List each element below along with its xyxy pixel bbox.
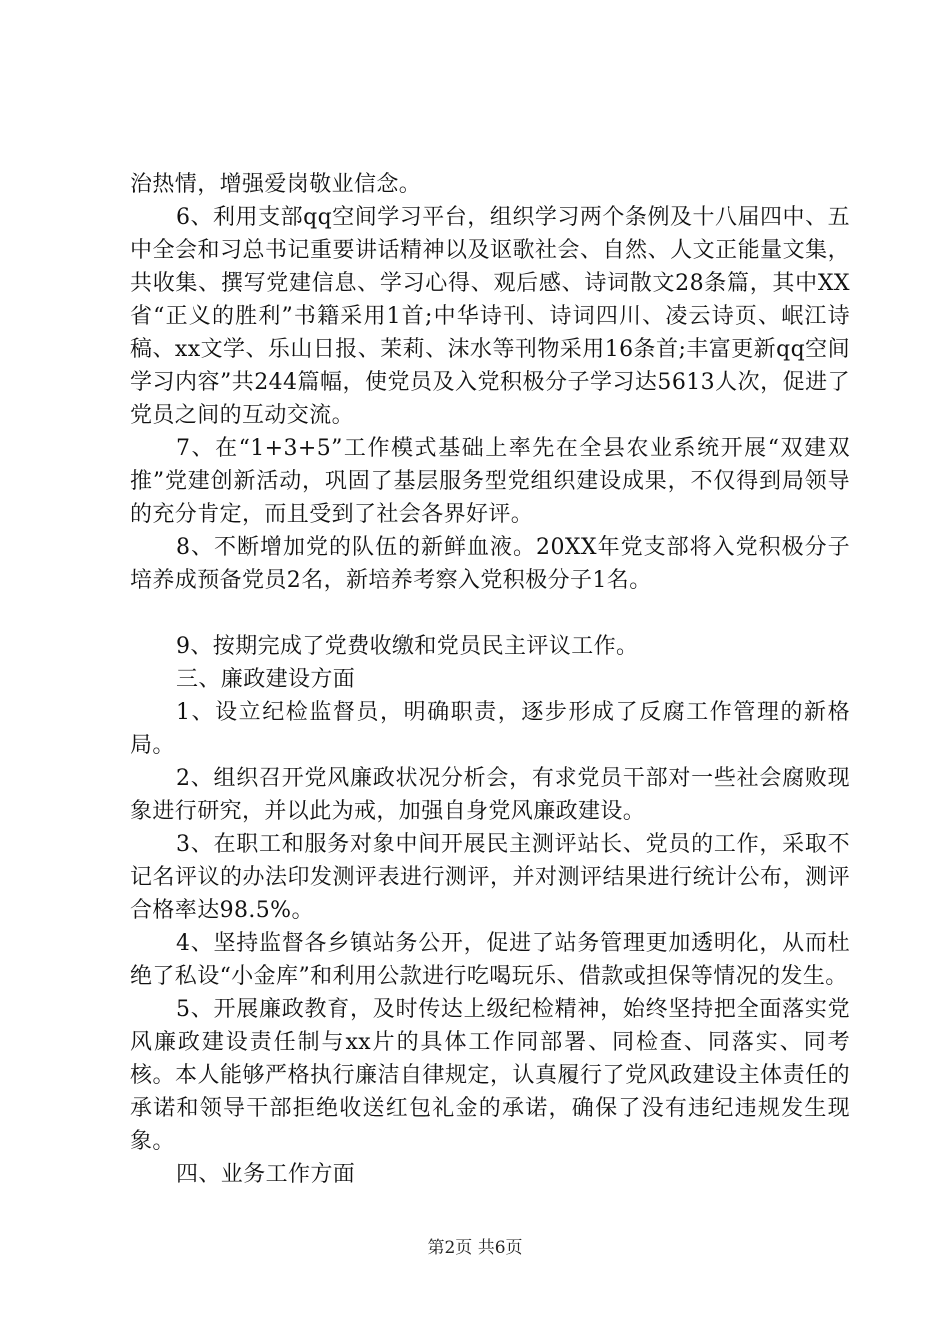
paragraph-continuation: 治热情，增强爱岗敬业信念。 [130, 172, 422, 197]
paragraph-integrity-4: 4、坚持监督各乡镇站务公开，促进了站务管理更加透明化，从而杜绝了私设“小金库”和利用公款进行吃喝玩乐、借款或担保等情况的发生。 [130, 931, 850, 989]
section-heading-business: 四、业务工作方面 [176, 1162, 356, 1187]
document-body [130, 168, 850, 1191]
paragraph-integrity-5: 5、开展廉政教育，及时传达上级纪检精神，始终坚持把全面落实党风廉政建设责任制与xx片的具体工作同部署、同检查、同落实、同考核。本人能够严格执行廉洁自律规定，认真履行了党风政建设主体责任的承诺和领导干部拒绝收送红包礼金的承诺，确保了没有违纪违规发生现象。 [130, 997, 850, 1154]
paragraph-integrity-2: 2、组织召开党风廉政状况分析会，有求党员干部对一些社会腐败现象进行研究，并以此为戒，加强自身党风廉政建设。 [130, 766, 850, 824]
paragraph-item-6: 6、利用支部qq空间学习平台，组织学习两个条例及十八届四中、五中全会和习总书记重要讲话精神以及讴歌社会、自然、人文正能量文集，共收集、撰写党建信息、学习心得、观后感、诗词散文28条篇，其中XX省“正义的胜利”书籍采用1首;中华诗刊、诗词四川、凌云诗页、岷江诗稿、xx文学、乐山日报、茉莉、沫水等刊物采用16条首;丰富更新qq空间学习内容”共244篇幅，使党员及入党积极分子学习达5613人次，促进了党员之间的互动交流。 [130, 205, 850, 428]
page-footer [0, 1236, 950, 1260]
paragraph-integrity-1: 1、设立纪检监督员，明确职责，逐步形成了反腐工作管理的新格局。 [130, 700, 850, 758]
paragraph-item-7: 7、在“1+3+5”工作模式基础上率先在全县农业系统开展“双建双推”党建创新活动，巩固了基层服务型党组织建设成果，不仅得到局领导的充分肯定，而且受到了社会各界好评。 [130, 436, 850, 527]
page-number-label: 第2页 共6页 [427, 1238, 523, 1258]
section-heading-integrity: 三、廉政建设方面 [176, 667, 356, 692]
paragraph-integrity-3: 3、在职工和服务对象中间开展民主测评站长、党员的工作，采取不记名评议的办法印发测评表进行测评，并对测评结果进行统计公布，测评合格率达98.5%。 [130, 832, 850, 923]
paragraph-item-8: 8、不断增加党的队伍的新鲜血液。20XX年党支部将入党积极分子培养成预备党员2名，新培养考察入党积极分子1名。 [130, 535, 850, 593]
paragraph-item-9: 9、按期完成了党费收缴和党员民主评议工作。 [176, 634, 639, 659]
